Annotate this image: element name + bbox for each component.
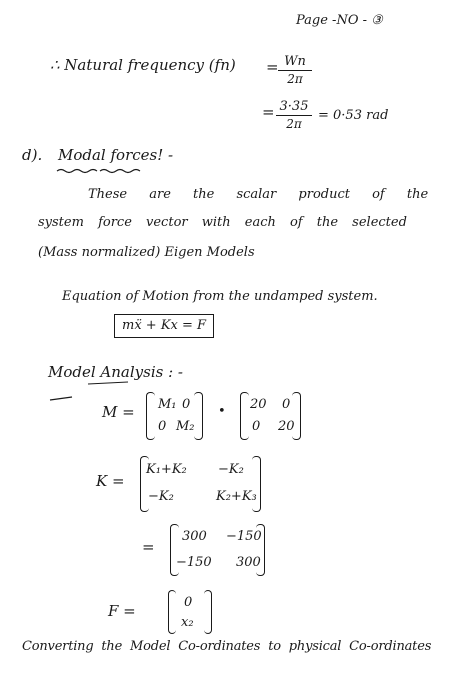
footer-sentence: Converting the Model Co-ordinates to physical Co-ordinates [22, 639, 432, 654]
boxed-equation: mẍ + Kx = F [122, 318, 207, 333]
paragraph-line-2: system force vector with each of the selected [38, 215, 407, 230]
natural-frequency-label: ∴ Natural frequency (fn) [50, 56, 236, 74]
matrix-cell: 0 [158, 419, 167, 434]
page-number: Page -NO - ③ [296, 13, 383, 28]
matrix-cell: K₁+K₂ [146, 462, 187, 477]
fraction-denominator: 2π [287, 72, 303, 86]
matrix-cell: −150 [226, 529, 262, 544]
matrix-cell: −K₂ [148, 489, 174, 504]
force-vector-label: F = [108, 602, 136, 620]
equation-caption: Equation of Motion from the undamped system. [62, 289, 378, 304]
matrix-bracket-left [240, 392, 249, 440]
vector-bracket-right [204, 590, 212, 634]
fraction-numerator: Wn [284, 54, 306, 69]
fraction-numerator: 3·35 [279, 99, 309, 114]
stiffness-matrix-label: K = [96, 472, 125, 490]
matrix-cell: K₂+K₃ [216, 489, 257, 504]
matrix-cell: −150 [176, 555, 212, 570]
matrix-cell: 300 [236, 555, 261, 570]
section-heading: Modal forces! - [58, 146, 174, 164]
matrix-cell: 0 [182, 397, 191, 412]
matrix-cell: 0 [282, 397, 291, 412]
equals-sign: = [142, 538, 155, 556]
equals-sign: = [266, 58, 279, 76]
matrix-cell: 20 [278, 419, 295, 434]
mass-matrix-label: M = [102, 403, 135, 421]
vector-cell: x₂ [181, 615, 194, 630]
section-marker: d). [22, 146, 43, 164]
vector-cell: 0 [184, 595, 193, 610]
matrix-cell: M₁ [158, 397, 177, 412]
paragraph-line-1: These are the scalar product of the [88, 187, 429, 202]
equals-sign: = [262, 103, 275, 121]
matrix-cell: 20 [250, 397, 267, 412]
frequency-result: = 0·53 rad [318, 108, 389, 123]
matrix-bracket-right [194, 392, 203, 440]
matrix-cell: 300 [182, 529, 207, 544]
paragraph-line-3: (Mass normalized) Eigen Models [38, 245, 255, 260]
matrix-cell: 0 [252, 419, 261, 434]
matrix-cell: −K₂ [218, 462, 244, 477]
matrix-bracket-left [146, 392, 155, 440]
fraction-denominator: 2π [286, 117, 302, 131]
model-analysis-heading: Model Analysis : - [48, 363, 183, 381]
matrix-cell: M₂ [176, 419, 195, 434]
dot-operator: • [218, 404, 226, 419]
vector-bracket-left [168, 590, 176, 634]
